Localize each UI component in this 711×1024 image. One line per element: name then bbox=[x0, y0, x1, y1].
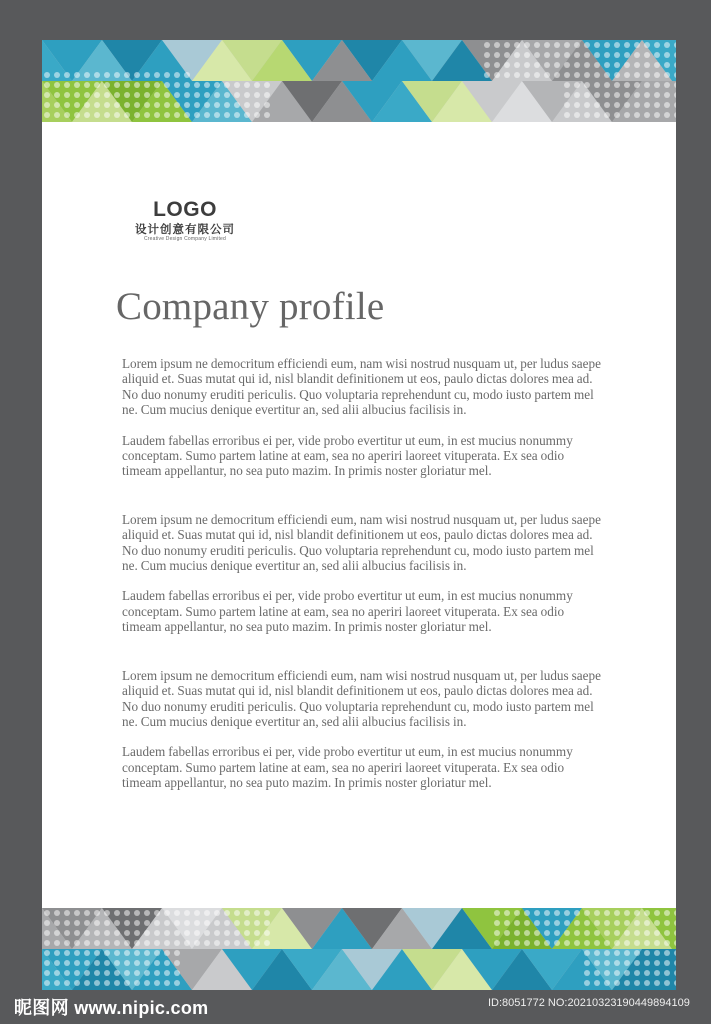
paragraph: Lorem ipsum ne democritum efficiendi eum, nam wisi nostrud nusquam ut, per ludus saepe aliquid et. Suas mutat qui id, nisl blandit definitionem ut eos, paulo dictas dolores mea ad. No duo nonumy eruditi periculis. Quo voluptaria reprehendunt cu, modo iusto partem mel ne. Cum mucius denique evertitur an, sed alii albucius facilisis in. bbox=[122, 511, 601, 574]
company-name-chinese: 设计创意有限公司 bbox=[135, 222, 235, 236]
paragraph: Lorem ipsum ne democritum efficiendi eum, nam wisi nostrud nusquam ut, per ludus saepe aliquid et. Suas mutat qui id, nisl blandit definitionem ut eos, paulo dictas dolores mea ad. No duo nonumy eruditi periculis. Quo voluptaria reprehendunt cu, modo iusto partem mel ne. Cum mucius denique evertitur an, sed alii albucius facilisis in. bbox=[122, 667, 601, 729]
company-name-english: Creative Design Company Limited bbox=[143, 236, 227, 242]
header-triangle-pattern bbox=[42, 40, 676, 122]
footer-geometric-band bbox=[42, 908, 676, 990]
paragraph: Laudem fabellas erroribus ei per, vide probo evertitur ut eum, in est mucius nonummy conceptam. Sumo partem latine at eam, sea no aperiri laoreet vituperata. Ex sea odio timeam appellantur, no sea puto mazim. In primis noster gloriatur mel. bbox=[122, 432, 573, 479]
page-title: Company profile bbox=[116, 285, 385, 328]
site-watermark: 昵图网 www.nipic.com bbox=[14, 998, 209, 1018]
body-text bbox=[122, 356, 602, 791]
paragraph: Laudem fabellas erroribus ei per, vide probo evertitur ut eum, in est mucius nonummy conceptam. Sumo partem latine at eam, sea no aperiri laoreet vituperata. Ex sea odio timeam appellantur, no sea puto mazim. In primis noster gloriatur mel. bbox=[122, 588, 573, 635]
company-logo bbox=[120, 198, 250, 243]
paragraph: Laudem fabellas erroribus ei per, vide probo evertitur ut eum, in est mucius nonummy conceptam. Sumo partem latine at eam, sea no aperiri laoreet vituperata. Ex sea odio timeam appellantur, no sea puto mazim. In primis noster gloriatur mel. bbox=[122, 744, 573, 791]
footer-triangle-pattern bbox=[42, 908, 676, 990]
image-id-watermark: ID:8051772 NO:20210323190449894109 bbox=[488, 997, 690, 1009]
logo-text: LOGO bbox=[153, 198, 217, 221]
header-geometric-band bbox=[42, 40, 676, 122]
letterhead-page bbox=[42, 40, 676, 990]
paragraph: Lorem ipsum ne democritum efficiendi eum, nam wisi nostrud nusquam ut, per ludus saepe aliquid et. Suas mutat qui id, nisl blandit definitionem ut eos, paulo dictas dolores mea ad. No duo nonumy eruditi periculis. Quo voluptaria reprehendunt cu, modo iusto partem mel ne. Cum mucius denique evertitur an, sed alii albucius facilisis in. bbox=[122, 356, 601, 418]
